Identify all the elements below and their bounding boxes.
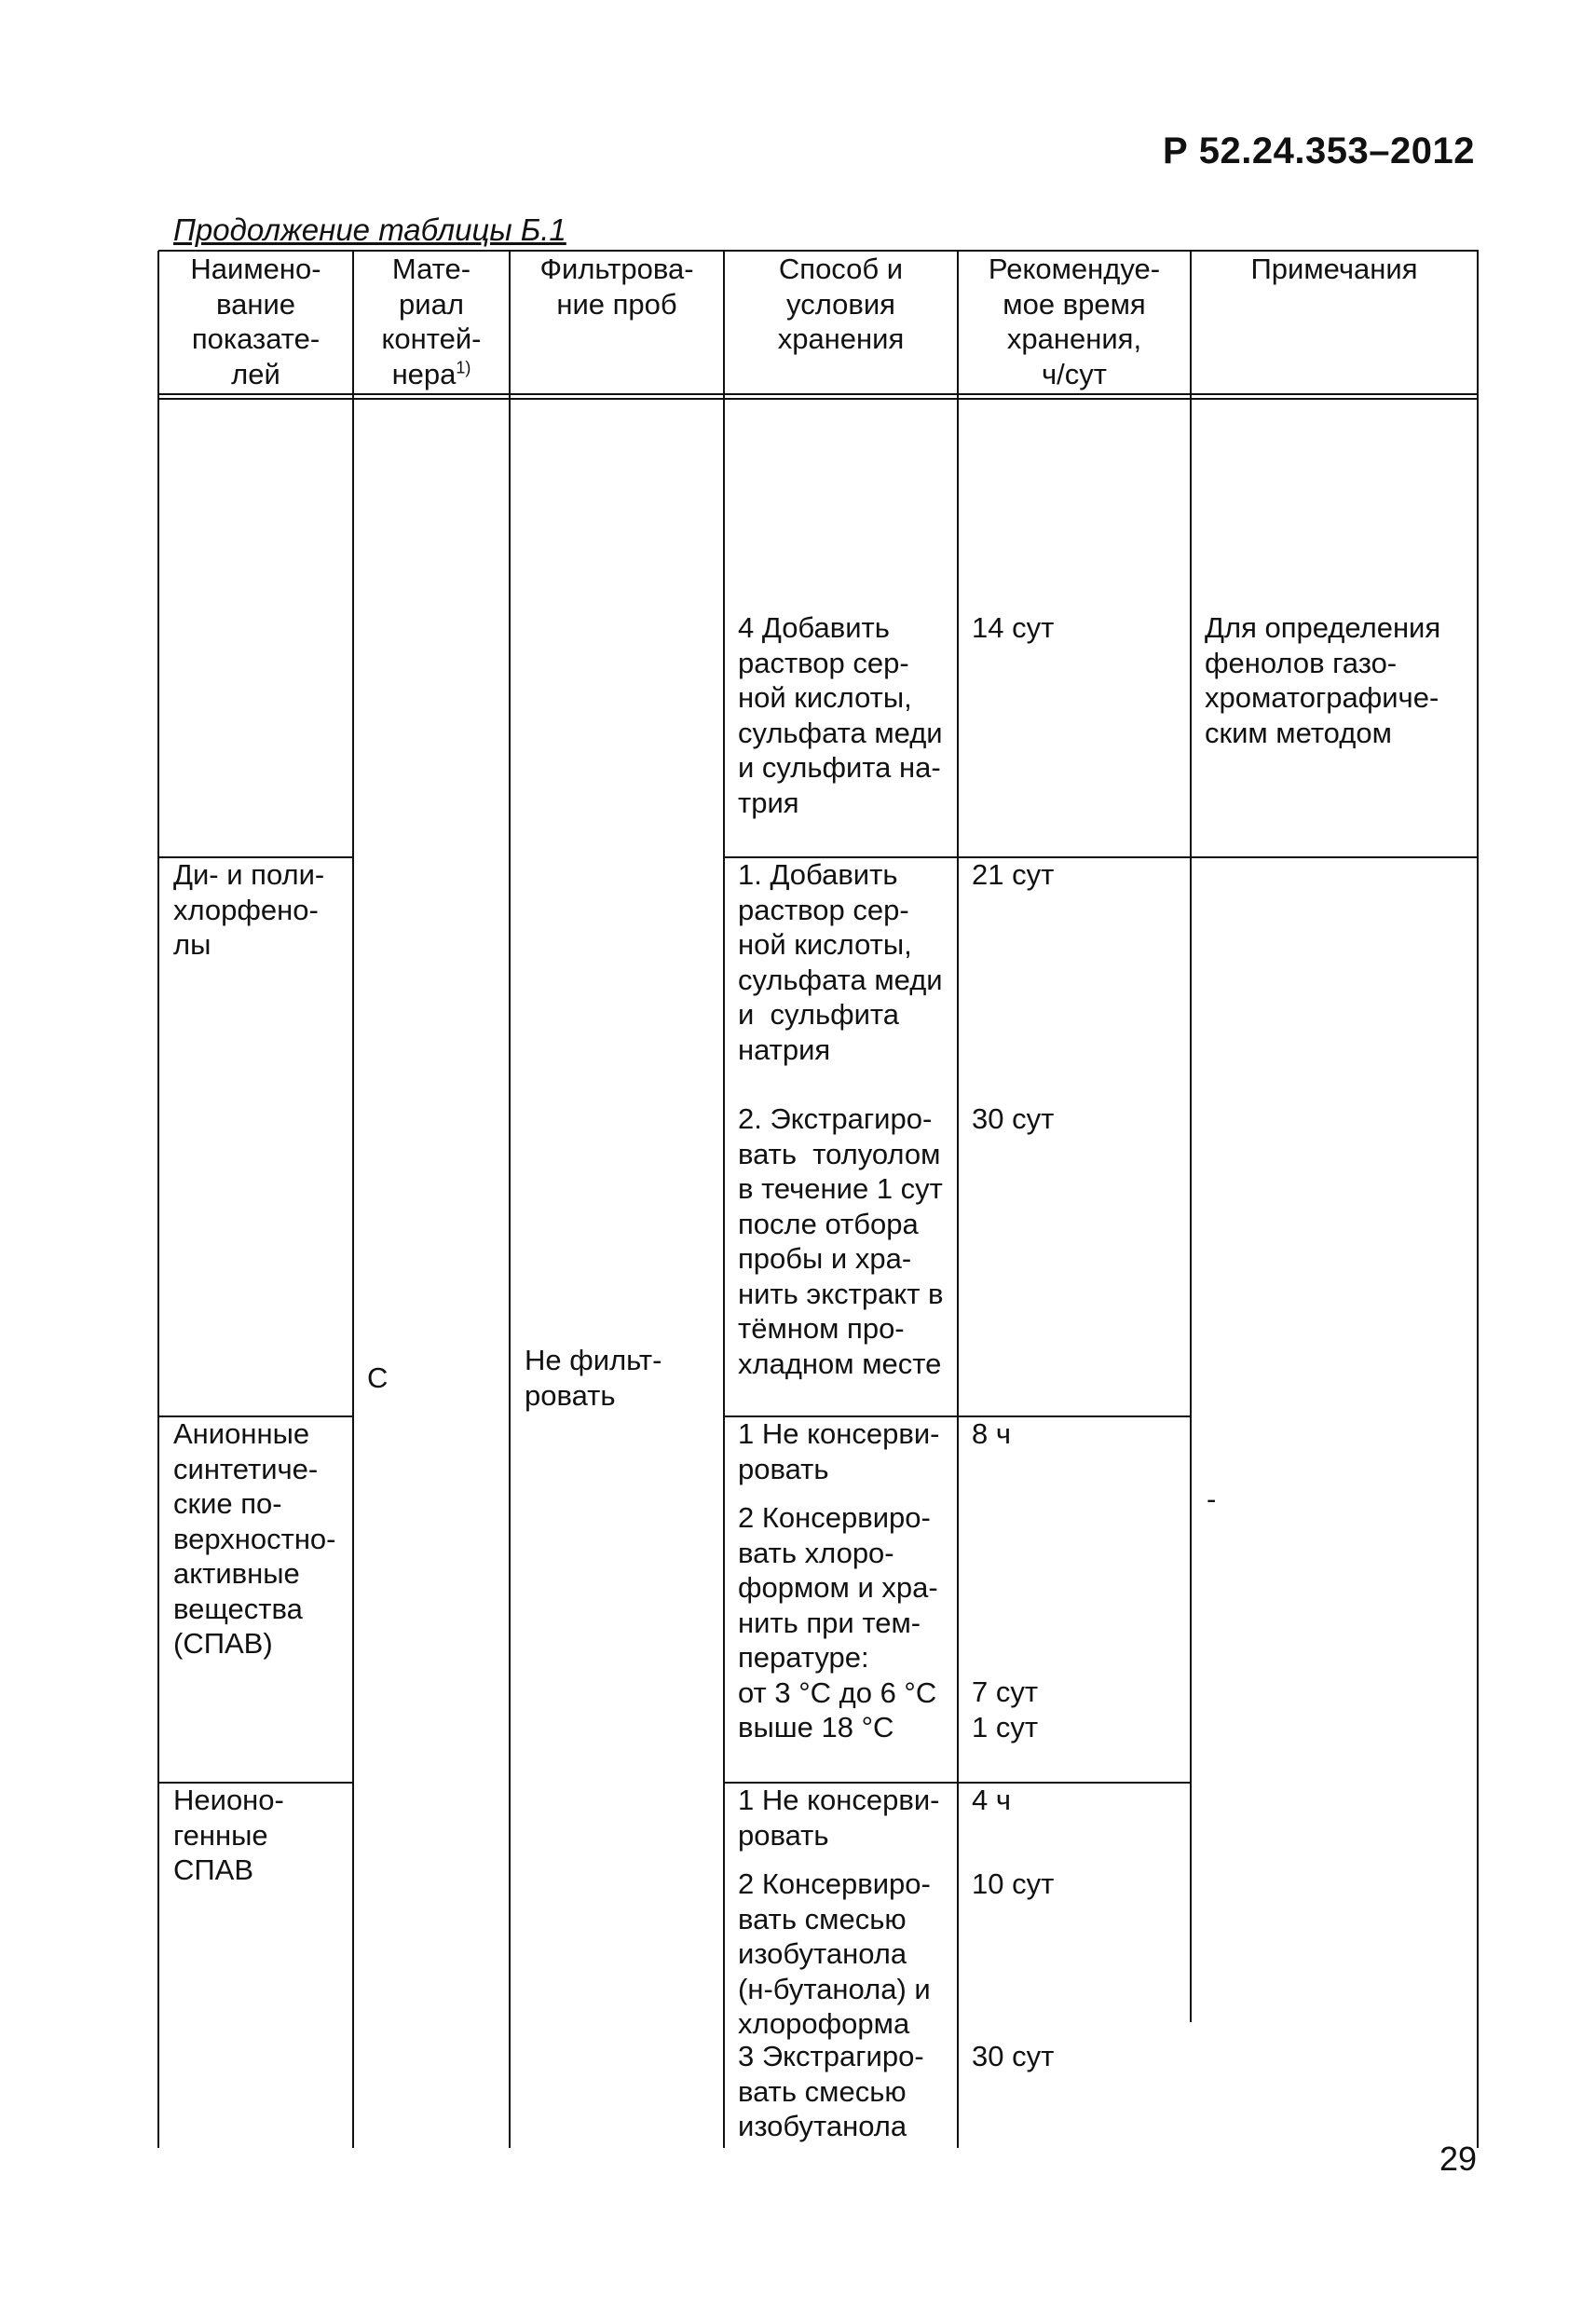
row3-time-1: 4 ч [972,1784,1012,1816]
page-number: 29 [1439,2140,1477,2178]
header-filtration: Фильтрова- ние проб [539,253,694,321]
header-time: Рекомендуе- мое время хранения, ч/сут [988,253,1161,390]
row2-method-1: 1 Не консерви- ровать [738,1417,940,1485]
row3-method-3: 3 Экстрагиро- вать смесью изобутанола [738,2040,924,2142]
row0-time-1: 14 сут [972,611,1055,644]
row3-method-1: 1 Не консерви- ровать [738,1784,940,1852]
filtration-value: Не фильт- ровать [525,1344,662,1412]
row1-method-2: 2. Экстрагиро- вать толуолом в течение 1 сут после отбора пробы и хра- нить экстракт в тёмном про- хладном месте [738,1102,944,1380]
row3-method-2: 2 Консервиро- вать смесью изобутанола (н-бутанола) и хлороформа [738,1867,931,2040]
row2-time-2: 7 сут 1 сут [972,1675,1039,1744]
row3-indicator: Неионо- генные СПАВ [173,1784,284,1886]
header-material-label: Мате- риал контей- нера [381,253,482,390]
row2-time-1: 8 ч [972,1417,1012,1450]
row1-time-2: 30 сут [972,1102,1055,1135]
row3-time-2: 10 сут [972,1867,1055,1900]
row1-note: - [1207,1483,1217,1515]
header-notes: Примечания [1250,253,1418,285]
row2-method-2: 2 Консервиро- вать хлоро- формом и хра- нить при тем- пературе: от 3 °С до 6 °С выше 18 °С [738,1501,938,1744]
header-material [355,252,508,391]
row0-method-1: 4 Добавить раствор сер- ной кислоты, сульфата меди и сульфита на- трия [738,611,943,819]
document-code: Р 52.24.353–2012 [1163,130,1475,171]
row1-indicator: Ди- и поли- хлорфено- лы [173,858,325,961]
material-value: С [367,1361,389,1394]
row1-method-1: 1. Добавить раствор сер- ной кислоты, сульфата меди и сульфита натрия [738,858,943,1066]
header-material-footnote: 1) [456,358,471,377]
header-indicator: Наимено- вание показате- лей [190,253,321,390]
header-method: Способ и условия хранения [777,253,905,355]
table-caption: Продолжение таблицы Б.1 [173,212,566,247]
row2-indicator: Анионные синтетиче- ские по- верхностно- активные вещества (СПАВ) [173,1417,336,1660]
row3-time-3: 30 сут [972,2040,1055,2072]
row0-note: Для определения фенолов газо- хроматографиче- ским методом [1205,611,1441,749]
row1-time-1: 21 сут [972,858,1055,891]
